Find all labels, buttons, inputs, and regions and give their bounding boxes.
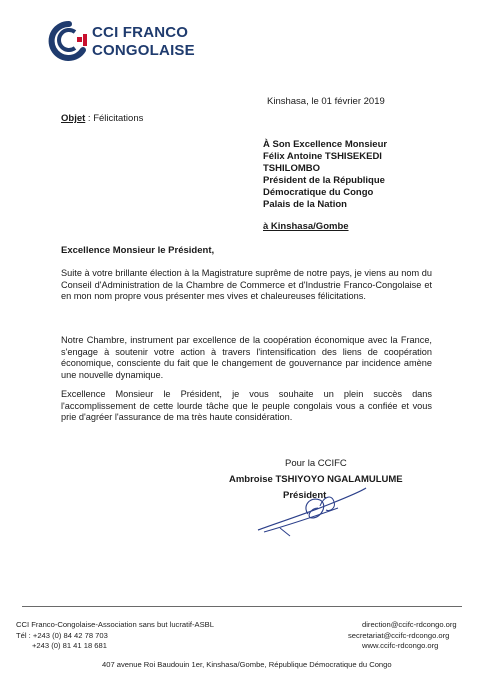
logo-line-2: CONGOLAISE — [92, 42, 195, 59]
recipient-line: TSHILOMBO — [263, 163, 320, 174]
subject-text: : Félicitations — [85, 113, 144, 124]
recipient-line: Démocratique du Congo — [263, 187, 374, 198]
subject-label: Objet — [61, 113, 86, 124]
body-paragraph: Suite à votre brillante élection à la Magistrature suprême de notre pays, je viens au nom du Conseil d'Administration de la Chambre de Commerce et d'Industrie Franco-Congolaise et en mon nom propre vous présenter mes vives et chaleureuses félicitations. — [61, 268, 432, 302]
footer-address: 407 avenue Roi Baudouin 1er, Kinshasa/Gombe, République Démocratique du Congo — [102, 660, 392, 669]
recipient-line: Palais de la Nation — [263, 199, 347, 210]
recipient-location: à Kinshasa/Gombe — [263, 221, 349, 232]
handwritten-signature — [250, 478, 370, 538]
signer-name: Ambroise TSHIYOYO NGALAMULUME — [229, 474, 403, 485]
logo-wordmark — [92, 24, 195, 60]
cci-logo — [48, 20, 248, 66]
recipient-line: Président de la République — [263, 175, 385, 186]
cci-logo-icon — [48, 20, 90, 62]
letter-date: Kinshasa, le 01 février 2019 — [267, 96, 385, 107]
footer-email-direction[interactable]: direction@ccifc-rdcongo.org — [362, 620, 457, 629]
footer-divider — [22, 606, 462, 607]
footer-website[interactable]: www.ccifc-rdcongo.org — [362, 641, 439, 650]
signer-role: Président — [283, 490, 327, 501]
logo-line-1: CCI FRANCO — [92, 24, 189, 41]
recipient-block — [263, 139, 387, 211]
salutation: Excellence Monsieur le Président, — [61, 245, 215, 256]
body-paragraph: Notre Chambre, instrument par excellence de la coopération économique avec la France, s'engage à soutenir votre action à travers l'intensification des liens de coopération économique, consciente du fait que le changement de gouvernance par incidence amène une nouvelle dynamique. — [61, 335, 432, 380]
body-paragraph: Excellence Monsieur le Président, je vous souhaite un plein succès dans l'accomplissement de cette lourde tâche que le peuple congolais vous a confiée et vous prie d'agréer l'assurance de ma très haute considération. — [61, 389, 432, 423]
recipient-line: À Son Excellence Monsieur — [263, 139, 388, 150]
footer-organization: CCI Franco-Congolaise-Association sans but lucratif-ASBL — [16, 620, 214, 629]
subject-line — [61, 113, 143, 124]
footer-email-secretariat[interactable]: secretariat@ccifc-rdcongo.org — [348, 631, 450, 640]
closing-line: Pour la CCIFC — [285, 458, 347, 469]
footer-phone-2: +243 (0) 81 41 18 681 — [32, 641, 107, 650]
recipient-line: Félix Antoine TSHISEKEDI — [263, 151, 382, 162]
footer-phone: Tél : +243 (0) 84 42 78 703 — [16, 631, 108, 640]
